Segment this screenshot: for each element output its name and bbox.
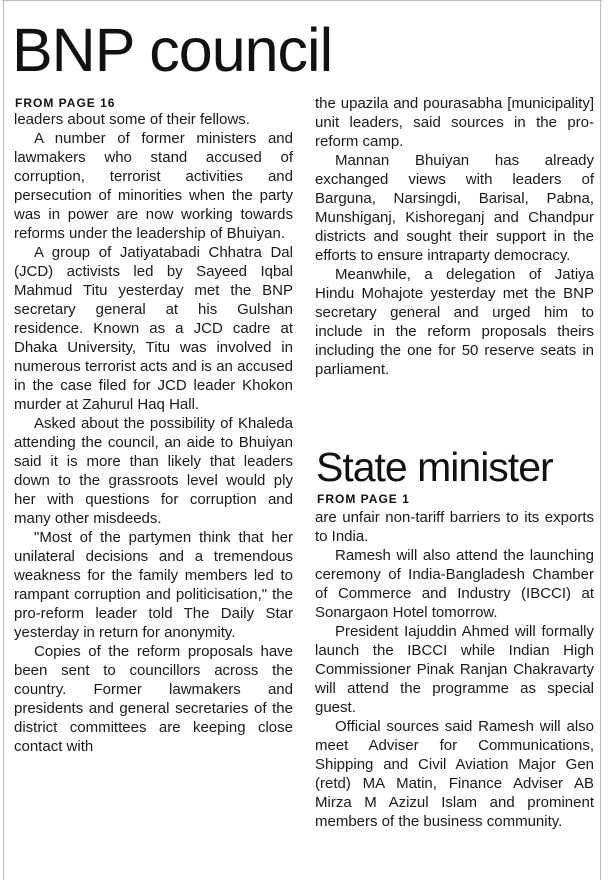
article1-paragraph: "Most of the partymen think that her unilateral decisions and a tremendous weakness for the family members led to rampant corruption and politicisation," the pro-reform leader told The Daily Star yesterday in return for anonymity.	[14, 529, 293, 641]
right-rule	[600, 0, 601, 880]
article1-column-1	[14, 110, 293, 756]
article1-paragraph: the upazila and pourasabha [municipality] unit leaders, said sources in the pro-reform camp.	[315, 95, 594, 150]
article1-paragraph: Copies of the reform proposals have been sent to councillors across the country. Former lawmakers and presidents and general secretaries of the district committees are keeping close contact with	[14, 643, 293, 755]
article1-paragraph: Asked about the possibility of Khaleda attending the council, an aide to Bhuiyan said it is more than likely that leaders down to the grassroots level would ply her with questions for corruption and many other misdeeds.	[14, 415, 293, 527]
headline-bnp-council: BNP council	[12, 16, 333, 84]
article1-paragraph: Mannan Bhuiyan has already exchanged views with leaders of Barguna, Narsingdi, Barisal, Pabna, Munshiganj, Kishoreganj and Chandpur districts and sought their support in the efforts to ensure intraparty democracy.	[315, 152, 594, 264]
top-rule	[2, 0, 602, 1]
article1-paragraph: leaders about some of their fellows.	[14, 111, 250, 128]
article2-paragraph: Ramesh will also attend the launching ceremony of India-Bangladesh Chamber of Commerce and Industry (IBCCI) at Sonargaon Hotel tomorrow.	[315, 547, 594, 621]
continuation-kicker-1: FROM PAGE 16	[15, 96, 116, 110]
headline-state-minister: State minister	[316, 444, 553, 490]
article2-paragraph: President Iajuddin Ahmed will formally launch the IBCCI while Indian High Commissioner Pinak Ranjan Chakravarty will attend the programme as special guest.	[315, 623, 594, 716]
continuation-kicker-2: FROM PAGE 1	[317, 492, 410, 506]
article1-paragraph: Meanwhile, a delegation of Jatiya Hindu Mohajote yesterday met the BNP secretary general and urged him to include in the reform proposals theirs including the one for 50 reserve seats in parliament.	[315, 266, 594, 378]
article2-column	[315, 508, 594, 831]
article2-paragraph: Official sources said Ramesh will also meet Adviser for Communications, Shipping and Civil Aviation Major Gen (retd) MA Matin, Finance Adviser AB Mirza M Azizul Islam and prominent members of the business community.	[315, 718, 594, 830]
left-rule	[3, 0, 4, 880]
article2-paragraph: are unfair non-tariff barriers to its exports to India.	[315, 509, 594, 545]
article1-column-2	[315, 94, 594, 379]
article1-paragraph: A group of Jatiyatabadi Chhatra Dal (JCD) activists led by Sayeed Iqbal Mahmud Titu yesterday met the BNP secretary general at his Gulshan residence. Known as a JCD cadre at Dhaka University, Titu was involved in numerous terrorist acts and is an accused in the case filed for JCD leader Khokon murder at Zahurul Haq Hall.	[14, 244, 293, 413]
article1-paragraph: A number of former ministers and lawmakers who stand accused of corruption, terrorist activities and persecution of minorities when the party was in power are now working towards reforms under the leadership of Bhuiyan.	[14, 130, 293, 242]
